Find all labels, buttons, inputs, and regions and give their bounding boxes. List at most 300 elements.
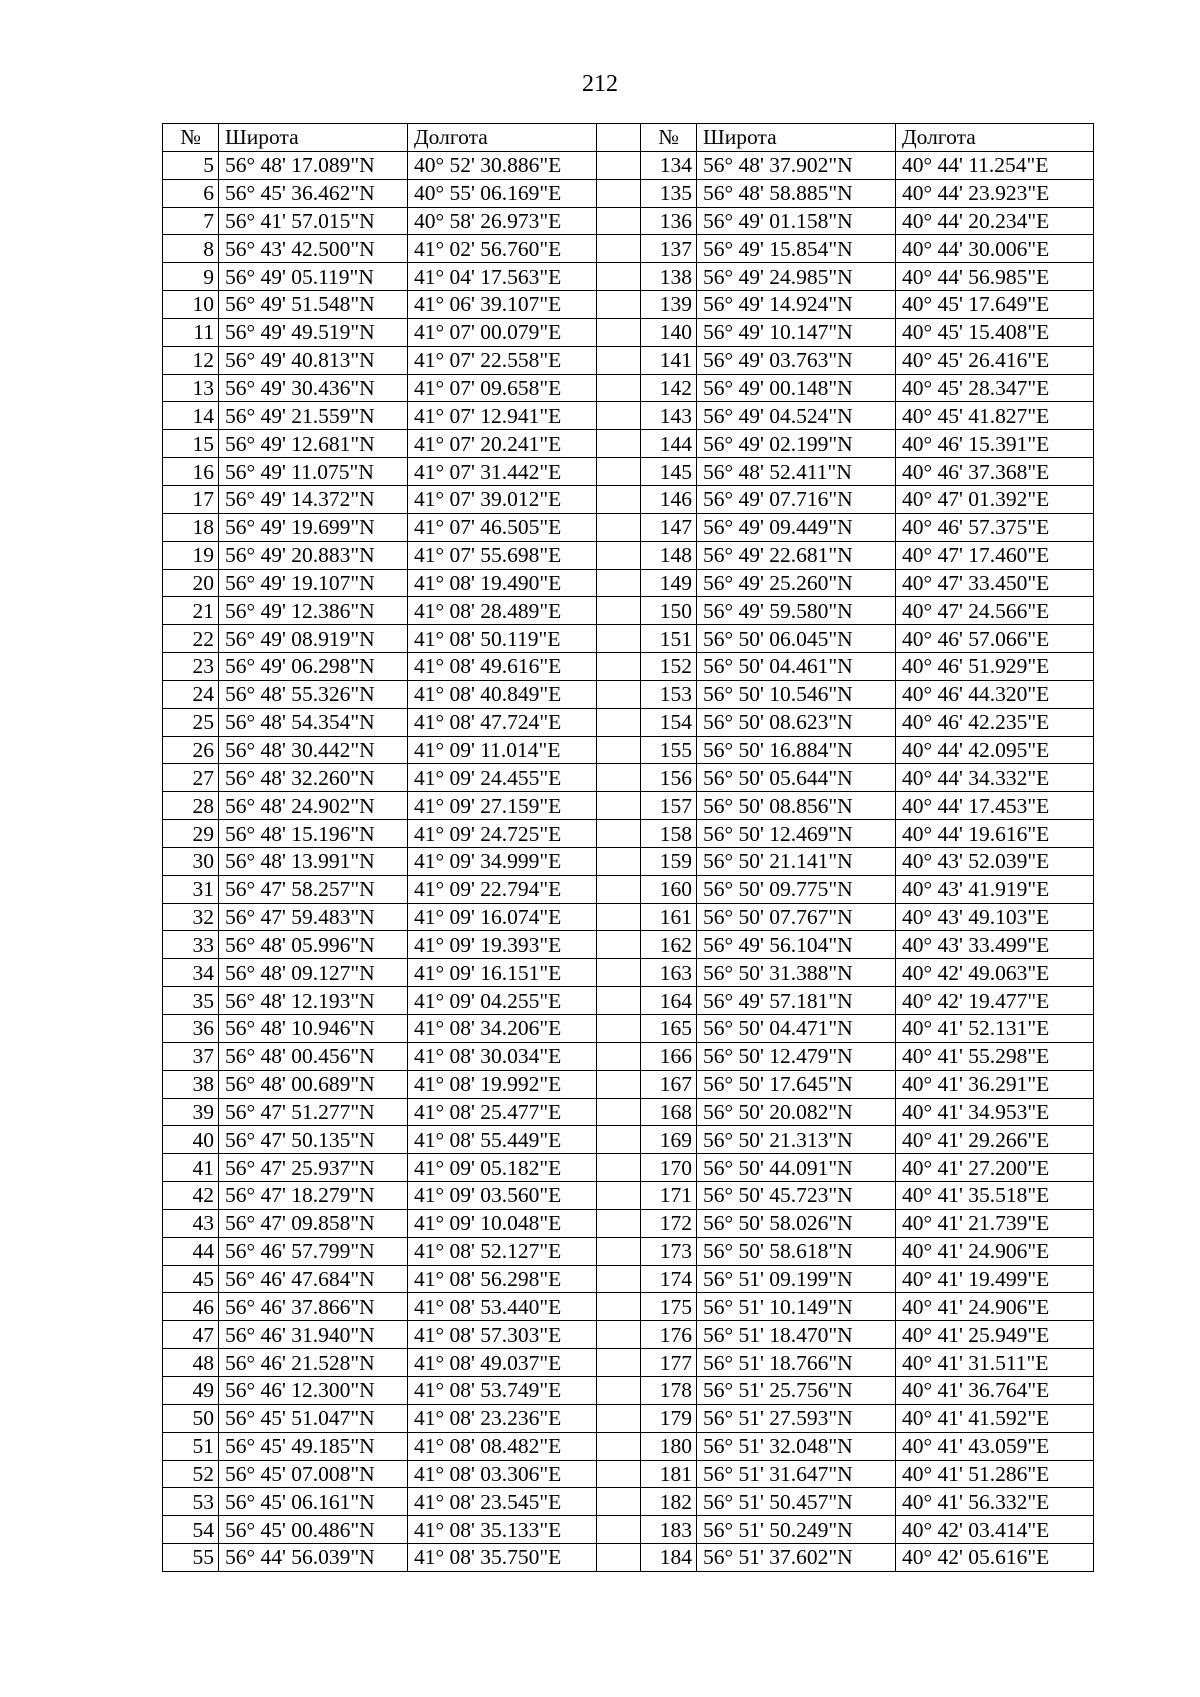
cell-gap	[597, 1209, 641, 1237]
cell-longitude-left: 41° 08' 49.616"E	[408, 653, 597, 681]
cell-latitude-right: 56° 49' 15.854"N	[697, 235, 896, 263]
cell-number-right: 158	[641, 820, 697, 848]
cell-longitude-right: 40° 44' 19.616"E	[896, 820, 1094, 848]
cell-longitude-left: 41° 08' 57.303"E	[408, 1321, 597, 1349]
cell-number-right: 143	[641, 402, 697, 430]
cell-longitude-right: 40° 41' 43.059"E	[896, 1432, 1094, 1460]
cell-latitude-right: 56° 50' 04.471"N	[697, 1015, 896, 1043]
cell-number-left: 28	[163, 792, 219, 820]
cell-latitude-left: 56° 46' 12.300"N	[219, 1376, 408, 1404]
cell-number-right: 157	[641, 792, 697, 820]
cell-latitude-right: 56° 50' 31.388"N	[697, 959, 896, 987]
cell-latitude-right: 56° 50' 12.469"N	[697, 820, 896, 848]
cell-longitude-left: 41° 07' 12.941"E	[408, 402, 597, 430]
cell-latitude-left: 56° 48' 00.689"N	[219, 1070, 408, 1098]
table-row	[163, 653, 1094, 681]
cell-latitude-left: 56° 48' 09.127"N	[219, 959, 408, 987]
cell-gap	[597, 1516, 641, 1544]
cell-longitude-left: 41° 08' 52.127"E	[408, 1237, 597, 1265]
cell-gap	[597, 792, 641, 820]
table-row	[163, 903, 1094, 931]
table-row	[163, 458, 1094, 486]
cell-longitude-right: 40° 43' 52.039"E	[896, 847, 1094, 875]
table-row	[163, 1460, 1094, 1488]
cell-gap	[597, 1404, 641, 1432]
cell-gap	[597, 458, 641, 486]
table-row	[163, 151, 1094, 179]
cell-number-left: 42	[163, 1182, 219, 1210]
cell-gap	[597, 597, 641, 625]
cell-latitude-left: 56° 46' 31.940"N	[219, 1321, 408, 1349]
table-row	[163, 1015, 1094, 1043]
cell-longitude-left: 41° 07' 31.442"E	[408, 458, 597, 486]
cell-gap	[597, 569, 641, 597]
cell-longitude-left: 41° 06' 39.107"E	[408, 291, 597, 319]
cell-longitude-right: 40° 47' 24.566"E	[896, 597, 1094, 625]
cell-longitude-right: 40° 41' 24.906"E	[896, 1237, 1094, 1265]
cell-number-right: 142	[641, 374, 697, 402]
cell-longitude-right: 40° 45' 28.347"E	[896, 374, 1094, 402]
cell-number-right: 170	[641, 1154, 697, 1182]
table-row	[163, 402, 1094, 430]
cell-longitude-right: 40° 41' 52.131"E	[896, 1015, 1094, 1043]
table-row	[163, 1209, 1094, 1237]
cell-number-right: 152	[641, 653, 697, 681]
cell-latitude-right: 56° 48' 58.885"N	[697, 179, 896, 207]
table-row	[163, 1321, 1094, 1349]
table-row	[163, 764, 1094, 792]
cell-longitude-right: 40° 41' 36.764"E	[896, 1376, 1094, 1404]
cell-longitude-right: 40° 45' 26.416"E	[896, 346, 1094, 374]
cell-number-right: 159	[641, 847, 697, 875]
cell-longitude-right: 40° 41' 29.266"E	[896, 1126, 1094, 1154]
cell-latitude-right: 56° 50' 04.461"N	[697, 653, 896, 681]
cell-longitude-right: 40° 41' 25.949"E	[896, 1321, 1094, 1349]
table-row	[163, 513, 1094, 541]
cell-gap	[597, 1237, 641, 1265]
table-row	[163, 430, 1094, 458]
cell-latitude-left: 56° 47' 25.937"N	[219, 1154, 408, 1182]
cell-number-left: 35	[163, 987, 219, 1015]
cell-gap	[597, 1126, 641, 1154]
cell-latitude-right: 56° 50' 45.723"N	[697, 1182, 896, 1210]
cell-longitude-right: 40° 41' 34.953"E	[896, 1098, 1094, 1126]
cell-latitude-left: 56° 49' 21.559"N	[219, 402, 408, 430]
cell-longitude-right: 40° 47' 33.450"E	[896, 569, 1094, 597]
cell-longitude-left: 41° 08' 50.119"E	[408, 625, 597, 653]
cell-longitude-right: 40° 45' 17.649"E	[896, 291, 1094, 319]
cell-latitude-left: 56° 48' 10.946"N	[219, 1015, 408, 1043]
cell-latitude-right: 56° 50' 17.645"N	[697, 1070, 896, 1098]
table-row	[163, 987, 1094, 1015]
cell-gap	[597, 736, 641, 764]
cell-number-left: 29	[163, 820, 219, 848]
header-latitude-left: Широта	[219, 124, 408, 152]
table-row	[163, 708, 1094, 736]
cell-longitude-left: 41° 09' 24.725"E	[408, 820, 597, 848]
table-row	[163, 875, 1094, 903]
table-row	[163, 959, 1094, 987]
cell-gap	[597, 485, 641, 513]
cell-latitude-left: 56° 46' 21.528"N	[219, 1349, 408, 1377]
table-row	[163, 235, 1094, 263]
cell-latitude-left: 56° 45' 00.486"N	[219, 1516, 408, 1544]
cell-gap	[597, 291, 641, 319]
header-longitude-right: Долгота	[896, 124, 1094, 152]
cell-number-left: 16	[163, 458, 219, 486]
cell-latitude-right: 56° 50' 16.884"N	[697, 736, 896, 764]
cell-latitude-left: 56° 49' 51.548"N	[219, 291, 408, 319]
cell-gap	[597, 1042, 641, 1070]
cell-latitude-right: 56° 50' 12.479"N	[697, 1042, 896, 1070]
cell-latitude-left: 56° 49' 49.519"N	[219, 318, 408, 346]
cell-longitude-right: 40° 46' 51.929"E	[896, 653, 1094, 681]
cell-longitude-left: 41° 07' 00.079"E	[408, 318, 597, 346]
table-row	[163, 625, 1094, 653]
cell-number-right: 169	[641, 1126, 697, 1154]
cell-latitude-right: 56° 51' 27.593"N	[697, 1404, 896, 1432]
cell-gap	[597, 1460, 641, 1488]
table-row	[163, 1404, 1094, 1432]
cell-latitude-left: 56° 49' 11.075"N	[219, 458, 408, 486]
cell-latitude-right: 56° 50' 06.045"N	[697, 625, 896, 653]
header-number-right: №	[641, 124, 697, 152]
cell-gap	[597, 903, 641, 931]
cell-latitude-left: 56° 45' 51.047"N	[219, 1404, 408, 1432]
cell-number-left: 52	[163, 1460, 219, 1488]
cell-gap	[597, 346, 641, 374]
coordinates-table	[162, 123, 1094, 1572]
cell-number-left: 48	[163, 1349, 219, 1377]
cell-number-left: 55	[163, 1544, 219, 1572]
cell-longitude-left: 41° 09' 11.014"E	[408, 736, 597, 764]
cell-latitude-left: 56° 49' 19.699"N	[219, 513, 408, 541]
cell-longitude-right: 40° 43' 33.499"E	[896, 931, 1094, 959]
table-row	[163, 1544, 1094, 1572]
cell-number-right: 168	[641, 1098, 697, 1126]
cell-gap	[597, 318, 641, 346]
cell-latitude-left: 56° 48' 54.354"N	[219, 708, 408, 736]
header-latitude-right: Широта	[697, 124, 896, 152]
cell-number-left: 21	[163, 597, 219, 625]
cell-longitude-right: 40° 43' 41.919"E	[896, 875, 1094, 903]
cell-latitude-left: 56° 44' 56.039"N	[219, 1544, 408, 1572]
cell-number-left: 39	[163, 1098, 219, 1126]
table-row	[163, 1098, 1094, 1126]
cell-longitude-right: 40° 42' 19.477"E	[896, 987, 1094, 1015]
cell-number-right: 175	[641, 1293, 697, 1321]
cell-latitude-left: 56° 49' 20.883"N	[219, 541, 408, 569]
table-row	[163, 1237, 1094, 1265]
cell-longitude-right: 40° 46' 37.368"E	[896, 458, 1094, 486]
table-row	[163, 318, 1094, 346]
cell-longitude-left: 41° 08' 30.034"E	[408, 1042, 597, 1070]
cell-gap	[597, 653, 641, 681]
cell-gap	[597, 680, 641, 708]
cell-number-left: 38	[163, 1070, 219, 1098]
cell-latitude-right: 56° 50' 10.546"N	[697, 680, 896, 708]
cell-gap	[597, 1432, 641, 1460]
cell-number-left: 27	[163, 764, 219, 792]
cell-number-right: 178	[641, 1376, 697, 1404]
cell-gap	[597, 1098, 641, 1126]
table-row	[163, 485, 1094, 513]
cell-longitude-left: 41° 08' 23.545"E	[408, 1488, 597, 1516]
cell-number-left: 34	[163, 959, 219, 987]
cell-longitude-right: 40° 45' 15.408"E	[896, 318, 1094, 346]
cell-longitude-left: 41° 08' 47.724"E	[408, 708, 597, 736]
cell-number-right: 146	[641, 485, 697, 513]
table-row	[163, 1042, 1094, 1070]
cell-number-right: 166	[641, 1042, 697, 1070]
cell-latitude-right: 56° 50' 08.856"N	[697, 792, 896, 820]
table-row	[163, 374, 1094, 402]
cell-latitude-left: 56° 48' 15.196"N	[219, 820, 408, 848]
cell-number-right: 141	[641, 346, 697, 374]
cell-latitude-right: 56° 50' 21.313"N	[697, 1126, 896, 1154]
cell-number-right: 167	[641, 1070, 697, 1098]
table-row	[163, 680, 1094, 708]
cell-gap	[597, 207, 641, 235]
cell-latitude-right: 56° 51' 50.457"N	[697, 1488, 896, 1516]
table-row	[163, 1488, 1094, 1516]
cell-latitude-left: 56° 48' 13.991"N	[219, 847, 408, 875]
cell-latitude-right: 56° 51' 10.149"N	[697, 1293, 896, 1321]
cell-longitude-left: 41° 07' 22.558"E	[408, 346, 597, 374]
cell-number-right: 139	[641, 291, 697, 319]
cell-gap	[597, 1349, 641, 1377]
cell-number-left: 37	[163, 1042, 219, 1070]
cell-longitude-left: 41° 08' 34.206"E	[408, 1015, 597, 1043]
cell-number-right: 181	[641, 1460, 697, 1488]
cell-latitude-left: 56° 48' 32.260"N	[219, 764, 408, 792]
cell-latitude-right: 56° 51' 25.756"N	[697, 1376, 896, 1404]
cell-latitude-right: 56° 49' 01.158"N	[697, 207, 896, 235]
cell-latitude-left: 56° 48' 05.996"N	[219, 931, 408, 959]
cell-latitude-right: 56° 51' 18.766"N	[697, 1349, 896, 1377]
cell-latitude-right: 56° 48' 52.411"N	[697, 458, 896, 486]
cell-longitude-left: 41° 07' 55.698"E	[408, 541, 597, 569]
cell-latitude-left: 56° 45' 07.008"N	[219, 1460, 408, 1488]
cell-latitude-left: 56° 49' 05.119"N	[219, 263, 408, 291]
cell-longitude-right: 40° 41' 55.298"E	[896, 1042, 1094, 1070]
cell-number-left: 13	[163, 374, 219, 402]
cell-number-left: 6	[163, 179, 219, 207]
table-body	[163, 151, 1094, 1571]
cell-longitude-left: 41° 09' 22.794"E	[408, 875, 597, 903]
cell-number-left: 32	[163, 903, 219, 931]
cell-longitude-right: 40° 44' 42.095"E	[896, 736, 1094, 764]
cell-number-left: 17	[163, 485, 219, 513]
table-row	[163, 1126, 1094, 1154]
cell-latitude-right: 56° 48' 37.902"N	[697, 151, 896, 179]
cell-number-right: 160	[641, 875, 697, 903]
cell-number-left: 47	[163, 1321, 219, 1349]
cell-number-right: 154	[641, 708, 697, 736]
table-row	[163, 1070, 1094, 1098]
cell-latitude-right: 56° 49' 00.148"N	[697, 374, 896, 402]
cell-gap	[597, 235, 641, 263]
cell-longitude-left: 41° 08' 35.750"E	[408, 1544, 597, 1572]
cell-gap	[597, 708, 641, 736]
cell-latitude-left: 56° 46' 57.799"N	[219, 1237, 408, 1265]
cell-number-left: 26	[163, 736, 219, 764]
cell-longitude-left: 41° 09' 03.560"E	[408, 1182, 597, 1210]
cell-number-right: 184	[641, 1544, 697, 1572]
cell-latitude-left: 56° 47' 18.279"N	[219, 1182, 408, 1210]
cell-latitude-left: 56° 48' 12.193"N	[219, 987, 408, 1015]
table-row	[163, 1349, 1094, 1377]
cell-latitude-right: 56° 50' 58.618"N	[697, 1237, 896, 1265]
cell-number-left: 44	[163, 1237, 219, 1265]
cell-latitude-left: 56° 47' 50.135"N	[219, 1126, 408, 1154]
table-row	[163, 263, 1094, 291]
cell-longitude-right: 40° 44' 34.332"E	[896, 764, 1094, 792]
table-row	[163, 792, 1094, 820]
cell-latitude-left: 56° 41' 57.015"N	[219, 207, 408, 235]
cell-longitude-left: 41° 07' 46.505"E	[408, 513, 597, 541]
cell-gap	[597, 875, 641, 903]
cell-longitude-left: 41° 08' 08.482"E	[408, 1432, 597, 1460]
cell-number-left: 10	[163, 291, 219, 319]
cell-number-left: 49	[163, 1376, 219, 1404]
cell-longitude-left: 41° 09' 27.159"E	[408, 792, 597, 820]
cell-number-left: 41	[163, 1154, 219, 1182]
cell-latitude-right: 56° 49' 04.524"N	[697, 402, 896, 430]
cell-latitude-left: 56° 49' 08.919"N	[219, 625, 408, 653]
cell-longitude-right: 40° 44' 30.006"E	[896, 235, 1094, 263]
cell-number-left: 46	[163, 1293, 219, 1321]
cell-latitude-left: 56° 47' 09.858"N	[219, 1209, 408, 1237]
header-longitude-left: Долгота	[408, 124, 597, 152]
cell-gap	[597, 1488, 641, 1516]
cell-latitude-right: 56° 49' 09.449"N	[697, 513, 896, 541]
cell-number-right: 149	[641, 569, 697, 597]
cell-number-left: 53	[163, 1488, 219, 1516]
cell-latitude-right: 56° 50' 09.775"N	[697, 875, 896, 903]
cell-longitude-left: 41° 08' 03.306"E	[408, 1460, 597, 1488]
cell-latitude-right: 56° 49' 25.260"N	[697, 569, 896, 597]
cell-longitude-left: 41° 07' 09.658"E	[408, 374, 597, 402]
cell-longitude-right: 40° 44' 56.985"E	[896, 263, 1094, 291]
table-row	[163, 1376, 1094, 1404]
cell-longitude-right: 40° 46' 57.066"E	[896, 625, 1094, 653]
cell-gap	[597, 374, 641, 402]
cell-number-right: 134	[641, 151, 697, 179]
cell-latitude-left: 56° 48' 30.442"N	[219, 736, 408, 764]
cell-gap	[597, 1182, 641, 1210]
table-row	[163, 847, 1094, 875]
table-row	[163, 1265, 1094, 1293]
cell-longitude-left: 41° 09' 04.255"E	[408, 987, 597, 1015]
cell-longitude-right: 40° 46' 42.235"E	[896, 708, 1094, 736]
cell-number-right: 151	[641, 625, 697, 653]
cell-longitude-right: 40° 47' 01.392"E	[896, 485, 1094, 513]
cell-latitude-right: 56° 51' 31.647"N	[697, 1460, 896, 1488]
cell-longitude-left: 41° 08' 53.749"E	[408, 1376, 597, 1404]
cell-longitude-right: 40° 46' 44.320"E	[896, 680, 1094, 708]
cell-number-left: 7	[163, 207, 219, 235]
cell-latitude-left: 56° 48' 17.089"N	[219, 151, 408, 179]
cell-number-right: 161	[641, 903, 697, 931]
cell-latitude-right: 56° 49' 03.763"N	[697, 346, 896, 374]
cell-longitude-left: 41° 08' 56.298"E	[408, 1265, 597, 1293]
cell-gap	[597, 847, 641, 875]
cell-longitude-left: 41° 08' 19.490"E	[408, 569, 597, 597]
cell-longitude-right: 40° 41' 24.906"E	[896, 1293, 1094, 1321]
cell-number-right: 156	[641, 764, 697, 792]
table-row	[163, 1516, 1094, 1544]
cell-latitude-right: 56° 51' 37.602"N	[697, 1544, 896, 1572]
cell-latitude-left: 56° 49' 12.681"N	[219, 430, 408, 458]
cell-latitude-right: 56° 50' 44.091"N	[697, 1154, 896, 1182]
table-row	[163, 1432, 1094, 1460]
cell-latitude-left: 56° 43' 42.500"N	[219, 235, 408, 263]
cell-latitude-right: 56° 49' 22.681"N	[697, 541, 896, 569]
cell-latitude-right: 56° 49' 07.716"N	[697, 485, 896, 513]
table-row	[163, 820, 1094, 848]
cell-latitude-left: 56° 49' 06.298"N	[219, 653, 408, 681]
table-row	[163, 569, 1094, 597]
cell-longitude-left: 41° 08' 25.477"E	[408, 1098, 597, 1126]
cell-longitude-left: 40° 55' 06.169"E	[408, 179, 597, 207]
cell-number-right: 182	[641, 1488, 697, 1516]
cell-number-right: 171	[641, 1182, 697, 1210]
cell-longitude-right: 40° 41' 31.511"E	[896, 1349, 1094, 1377]
cell-number-right: 180	[641, 1432, 697, 1460]
cell-longitude-left: 40° 52' 30.886"E	[408, 151, 597, 179]
cell-number-left: 36	[163, 1015, 219, 1043]
cell-number-right: 176	[641, 1321, 697, 1349]
cell-number-right: 136	[641, 207, 697, 235]
cell-longitude-left: 41° 08' 28.489"E	[408, 597, 597, 625]
cell-gap	[597, 1070, 641, 1098]
cell-longitude-right: 40° 44' 11.254"E	[896, 151, 1094, 179]
cell-gap	[597, 959, 641, 987]
cell-longitude-right: 40° 46' 57.375"E	[896, 513, 1094, 541]
cell-number-right: 172	[641, 1209, 697, 1237]
cell-longitude-left: 41° 09' 34.999"E	[408, 847, 597, 875]
cell-number-left: 23	[163, 653, 219, 681]
cell-longitude-left: 41° 08' 23.236"E	[408, 1404, 597, 1432]
cell-longitude-left: 41° 08' 40.849"E	[408, 680, 597, 708]
cell-latitude-left: 56° 47' 51.277"N	[219, 1098, 408, 1126]
cell-longitude-right: 40° 42' 05.616"E	[896, 1544, 1094, 1572]
cell-number-right: 135	[641, 179, 697, 207]
cell-latitude-right: 56° 49' 59.580"N	[697, 597, 896, 625]
cell-gap	[597, 179, 641, 207]
cell-gap	[597, 1265, 641, 1293]
cell-latitude-left: 56° 49' 40.813"N	[219, 346, 408, 374]
cell-longitude-right: 40° 41' 19.499"E	[896, 1265, 1094, 1293]
table-row	[163, 736, 1094, 764]
cell-latitude-right: 56° 50' 08.623"N	[697, 708, 896, 736]
table-row	[163, 1182, 1094, 1210]
cell-gap	[597, 820, 641, 848]
cell-longitude-right: 40° 47' 17.460"E	[896, 541, 1094, 569]
cell-number-left: 24	[163, 680, 219, 708]
cell-latitude-left: 56° 46' 47.684"N	[219, 1265, 408, 1293]
table-row	[163, 179, 1094, 207]
cell-latitude-left: 56° 45' 06.161"N	[219, 1488, 408, 1516]
cell-number-right: 163	[641, 959, 697, 987]
cell-number-right: 183	[641, 1516, 697, 1544]
cell-number-right: 137	[641, 235, 697, 263]
cell-number-left: 11	[163, 318, 219, 346]
cell-latitude-right: 56° 50' 20.082"N	[697, 1098, 896, 1126]
cell-number-right: 144	[641, 430, 697, 458]
cell-latitude-left: 56° 49' 14.372"N	[219, 485, 408, 513]
